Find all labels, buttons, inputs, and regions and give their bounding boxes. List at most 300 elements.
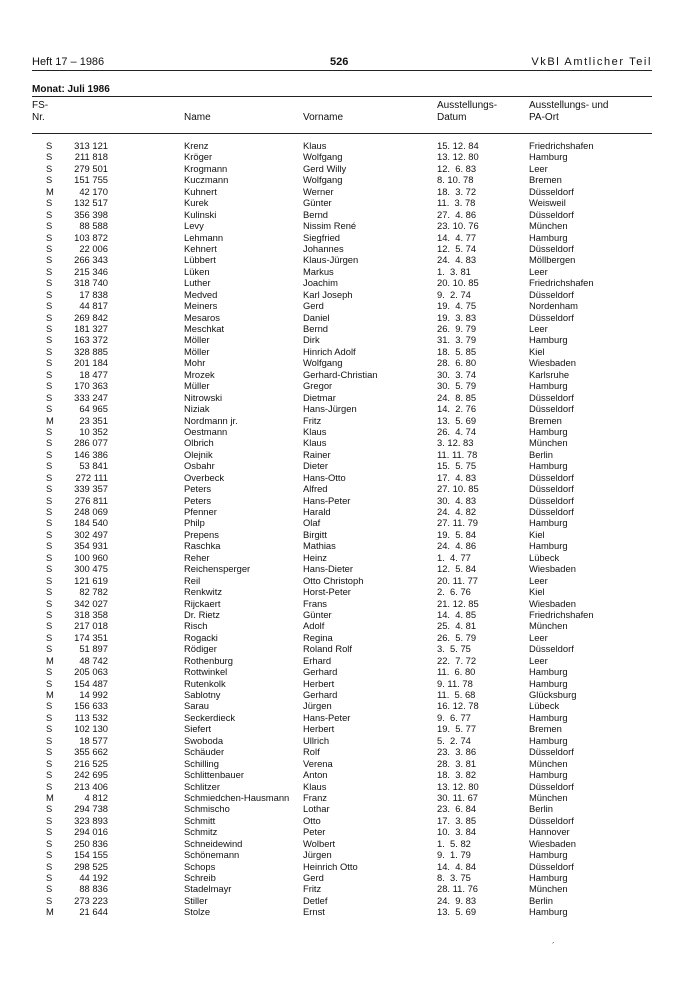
row-number: 272 111	[75, 471, 108, 483]
row-vorname: Werner	[303, 185, 334, 197]
row-vorname: Hans-Otto	[303, 471, 346, 483]
row-type: M	[46, 185, 54, 197]
table-row	[32, 758, 652, 769]
row-name: Mesaros	[184, 311, 220, 323]
row-date: 19. 4. 75	[437, 300, 477, 312]
row-date: 9. 11. 78	[437, 677, 473, 689]
row-name: Lüken	[184, 265, 210, 277]
row-name: Seckerdieck	[184, 711, 236, 723]
row-ort: München	[529, 883, 568, 895]
row-type: S	[46, 162, 53, 174]
row-vorname: Lothar	[303, 803, 330, 815]
table-row	[32, 277, 652, 288]
row-name: Möller	[184, 345, 210, 357]
row-ort: Bremen	[529, 723, 562, 735]
stray-mark: ´	[552, 941, 555, 951]
col-ort-line2: PA-Ort	[529, 112, 559, 123]
row-type: S	[46, 608, 53, 620]
row-vorname: Dirk	[303, 334, 320, 346]
row-name: Siefert	[184, 723, 212, 735]
row-type: S	[46, 437, 53, 449]
row-date: 14. 2. 76	[437, 403, 477, 415]
month-heading: Monat: Juli 1986	[32, 84, 110, 95]
row-type: S	[46, 471, 53, 483]
row-number: 18 577	[79, 734, 108, 746]
row-date: 22. 7. 72	[437, 654, 477, 666]
row-type: S	[46, 197, 53, 209]
row-vorname: Horst-Peter	[303, 586, 351, 598]
row-date: 8. 10. 78	[437, 174, 474, 186]
row-name: Osbahr	[184, 460, 215, 472]
row-type: S	[46, 311, 53, 323]
row-number: 298 525	[74, 860, 108, 872]
table-row	[32, 861, 652, 872]
row-vorname: Gerhard-Christian	[303, 368, 378, 380]
table-row	[32, 735, 652, 746]
row-date: 19. 5. 77	[437, 723, 477, 735]
table-row	[32, 895, 652, 906]
row-vorname: Daniel	[303, 311, 330, 323]
table-row	[32, 838, 652, 849]
row-vorname: Mathias	[303, 540, 336, 552]
table-row	[32, 403, 652, 414]
row-vorname: Hans-Peter	[303, 494, 351, 506]
row-number: 170 363	[74, 380, 108, 392]
col-fs-line1: FS-	[32, 100, 49, 111]
row-name: Levy	[184, 220, 204, 232]
table-row	[32, 906, 652, 917]
row-name: Prepens	[184, 528, 219, 540]
row-ort: Weisweil	[529, 197, 566, 209]
row-date: 2. 6. 76	[437, 586, 471, 598]
row-type: S	[46, 711, 53, 723]
row-number: 276 811	[74, 494, 108, 506]
row-type: S	[46, 837, 53, 849]
row-ort: Leer	[529, 574, 548, 586]
row-number: 328 885	[74, 345, 108, 357]
row-date: 12. 5. 74	[437, 242, 477, 254]
row-ort: München	[529, 791, 568, 803]
row-type: S	[46, 380, 53, 392]
row-date: 25. 4. 81	[437, 620, 477, 632]
row-vorname: Detlef	[303, 894, 328, 906]
row-name: Reichensperger	[184, 563, 251, 575]
col-ort	[529, 100, 609, 124]
row-type: S	[46, 860, 53, 872]
row-number: 294 016	[74, 826, 108, 838]
row-ort: Düsseldorf	[529, 403, 574, 415]
row-vorname: Joachim	[303, 277, 338, 289]
table-row	[32, 483, 652, 494]
row-date: 11. 6. 80	[437, 666, 476, 678]
row-date: 8. 3. 75	[437, 872, 471, 883]
row-name: Medved	[184, 288, 218, 300]
row-type: S	[46, 574, 53, 586]
table-row	[32, 563, 652, 574]
row-vorname: Jürgen	[303, 700, 332, 712]
col-ort-line1: Ausstellungs- und	[529, 100, 609, 111]
row-ort: Wiesbaden	[529, 837, 576, 849]
row-number: 213 406	[74, 780, 108, 792]
row-vorname: Gregor	[303, 380, 333, 392]
row-vorname: Nissim René	[303, 220, 357, 232]
table-row	[32, 300, 652, 311]
row-number: 339 357	[74, 483, 108, 495]
row-name: Lübbert	[184, 254, 216, 266]
row-date: 12. 5. 84	[437, 563, 477, 575]
row-ort: Wiesbaden	[529, 597, 576, 609]
row-date: 12. 6. 83	[437, 162, 477, 174]
table-row	[32, 781, 652, 792]
row-number: 333 247	[74, 391, 108, 403]
col-date	[437, 100, 497, 124]
row-name: Kehnert	[184, 242, 217, 254]
row-ort: Leer	[529, 631, 548, 643]
row-type: S	[46, 872, 53, 883]
row-name: Kröger	[184, 151, 213, 163]
row-number: 17 838	[79, 288, 108, 300]
row-date: 11. 11. 78	[437, 448, 478, 460]
row-vorname: Heinz	[303, 551, 327, 563]
row-number: 217 018	[74, 620, 108, 632]
table-row	[32, 174, 652, 185]
row-vorname: Johannes	[303, 242, 344, 254]
row-vorname: Fritz	[303, 414, 322, 426]
row-ort: Wiesbaden	[529, 563, 576, 575]
row-number: 22 006	[79, 242, 108, 254]
row-number: 273 223	[74, 894, 108, 906]
row-vorname: Markus	[303, 265, 334, 277]
row-date: 13. 5. 69	[437, 414, 477, 426]
header-rule	[32, 70, 652, 71]
row-name: Kuczmann	[184, 174, 229, 186]
row-date: 26. 9. 79	[437, 323, 477, 334]
row-type: M	[46, 906, 54, 918]
row-type: S	[46, 757, 53, 769]
row-ort: Hamburg	[529, 734, 568, 746]
table-row	[32, 369, 652, 380]
row-ort: Berlin	[529, 803, 553, 815]
row-vorname: Klaus	[303, 425, 327, 437]
row-number: 44 817	[79, 300, 108, 312]
row-date: 13. 12. 80	[437, 151, 479, 163]
row-ort: Kiel	[529, 528, 545, 540]
row-name: Olbrich	[184, 437, 214, 449]
row-ort: Düsseldorf	[529, 814, 574, 826]
row-ort: Leer	[529, 265, 548, 277]
row-date: 1. 4. 77	[437, 551, 471, 563]
row-vorname: Franz	[303, 791, 327, 803]
row-vorname: Harald	[303, 506, 331, 517]
table-row	[32, 392, 652, 403]
table-row	[32, 209, 652, 220]
table-row	[32, 803, 652, 814]
row-date: 27. 10. 85	[437, 483, 479, 495]
table-row	[32, 872, 652, 883]
row-type: S	[46, 723, 53, 735]
row-date: 9. 6. 77	[437, 711, 471, 723]
row-number: 342 027	[74, 597, 108, 609]
row-ort: München	[529, 220, 568, 232]
row-date: 30. 5. 79	[437, 380, 477, 392]
row-name: Olejnik	[184, 448, 213, 460]
table-row	[32, 700, 652, 711]
col-fs-nr	[32, 100, 48, 124]
row-ort: Hamburg	[529, 151, 568, 163]
row-number: 23 351	[79, 414, 108, 426]
table-row	[32, 151, 652, 162]
row-vorname: Frans	[303, 597, 327, 609]
col-fs-line2: Nr.	[32, 112, 45, 123]
row-name: Renkwitz	[184, 586, 223, 598]
row-name: Nordmann jr.	[184, 414, 238, 426]
row-number: 102 130	[74, 723, 108, 735]
table-row	[32, 140, 652, 151]
row-vorname: Roland Rolf	[303, 643, 352, 655]
row-date: 5. 2. 74	[437, 734, 471, 746]
row-name: Rottwinkel	[184, 666, 228, 678]
row-type: S	[46, 300, 53, 312]
row-name: Niziak	[184, 403, 210, 415]
row-type: S	[46, 677, 53, 689]
row-name: Peters	[184, 494, 212, 506]
row-number: 174 351	[74, 631, 108, 643]
row-name: Schilling	[184, 757, 219, 769]
row-number: 51 897	[79, 643, 108, 655]
row-ort: Glücksburg	[529, 689, 577, 700]
row-vorname: Adolf	[303, 620, 325, 632]
table-body	[32, 140, 652, 918]
row-vorname: Wolfgang	[303, 357, 343, 369]
row-vorname: Hans-Peter	[303, 711, 351, 723]
row-type: S	[46, 174, 53, 186]
table-row	[32, 334, 652, 345]
row-vorname: Rolf	[303, 746, 320, 758]
row-vorname: Klaus	[303, 780, 327, 792]
col-name: Name	[184, 112, 211, 123]
row-ort: Hamburg	[529, 666, 568, 678]
row-date: 9. 1. 79	[437, 849, 471, 861]
row-name: Kurek	[184, 197, 209, 209]
row-type: S	[46, 483, 53, 495]
row-vorname: Wolfgang	[303, 151, 343, 163]
row-vorname: Erhard	[303, 654, 332, 666]
row-vorname: Günter	[303, 197, 332, 209]
row-vorname: Otto	[303, 814, 321, 826]
row-vorname: Klaus	[303, 140, 327, 151]
row-name: Luther	[184, 277, 211, 289]
row-ort: Düsseldorf	[529, 780, 574, 792]
row-name: Oestmann	[184, 425, 228, 437]
row-date: 11. 3. 78	[437, 197, 476, 209]
row-date: 31. 3. 79	[437, 334, 477, 346]
row-type: S	[46, 506, 53, 517]
row-name: Schmiedchen-Hausmann	[184, 791, 290, 803]
row-number: 354 931	[74, 540, 108, 552]
row-type: S	[46, 357, 53, 369]
table-row	[32, 357, 652, 368]
row-number: 313 121	[74, 140, 108, 151]
row-date: 21. 12. 85	[437, 597, 479, 609]
row-date: 23. 3. 86	[437, 746, 477, 758]
row-type: M	[46, 689, 54, 700]
row-name: Schlitzer	[184, 780, 220, 792]
row-vorname: Hinrich Adolf	[303, 345, 356, 357]
row-name: Raschka	[184, 540, 221, 552]
row-number: 205 063	[74, 666, 108, 678]
row-date: 24. 4. 82	[437, 506, 477, 517]
row-date: 27. 11. 79	[437, 517, 479, 529]
row-name: Peters	[184, 483, 212, 495]
row-type: S	[46, 563, 53, 575]
row-date: 23. 10. 76	[437, 220, 479, 232]
row-name: Schlittenbauer	[184, 769, 244, 781]
row-vorname: Alfred	[303, 483, 328, 495]
row-date: 1. 5. 82	[437, 837, 471, 849]
table-row	[32, 197, 652, 208]
row-name: Kuhnert	[184, 185, 217, 197]
row-vorname: Ernst	[303, 906, 325, 918]
row-name: Stadelmayr	[184, 883, 232, 895]
row-ort: Friedrichshafen	[529, 277, 594, 289]
row-number: 121 619	[74, 574, 108, 586]
row-type: S	[46, 391, 53, 403]
table-row	[32, 346, 652, 357]
row-ort: Hamburg	[529, 849, 568, 861]
table-row	[32, 495, 652, 506]
row-date: 15. 5. 75	[437, 460, 477, 472]
table-row	[32, 529, 652, 540]
row-type: S	[46, 597, 53, 609]
row-vorname: Peter	[303, 826, 326, 838]
row-name: Krenz	[184, 140, 209, 151]
table-row	[32, 769, 652, 780]
row-name: Reil	[184, 574, 201, 586]
row-date: 17. 3. 85	[437, 814, 477, 826]
row-date: 16. 12. 78	[437, 700, 479, 712]
table-row	[32, 678, 652, 689]
publication-title: VkBl Amtlicher Teil	[531, 56, 652, 68]
row-number: 88 836	[79, 883, 108, 895]
row-date: 24. 4. 86	[437, 540, 477, 552]
row-number: 53 841	[79, 460, 108, 472]
row-ort: Düsseldorf	[529, 494, 574, 506]
row-ort: Hamburg	[529, 872, 568, 883]
row-name: Stiller	[184, 894, 208, 906]
row-vorname: Bernd	[303, 208, 329, 220]
row-vorname: Gerd	[303, 872, 324, 883]
row-type: S	[46, 643, 53, 655]
row-ort: Hamburg	[529, 711, 568, 723]
row-number: 286 077	[74, 437, 108, 449]
row-type: S	[46, 769, 53, 781]
table-row	[32, 415, 652, 426]
table-row	[32, 426, 652, 437]
row-type: M	[46, 654, 54, 666]
table-row	[32, 506, 652, 517]
row-type: S	[46, 631, 53, 643]
row-number: 216 525	[74, 757, 108, 769]
row-date: 14. 4. 85	[437, 608, 477, 620]
row-type: M	[46, 791, 54, 803]
row-name: Rogacki	[184, 631, 218, 643]
table-row	[32, 254, 652, 265]
row-date: 24. 9. 83	[437, 894, 477, 906]
row-vorname: Rainer	[303, 448, 331, 460]
row-ort: Hamburg	[529, 380, 568, 392]
row-type: S	[46, 220, 53, 232]
row-ort: Leer	[529, 654, 548, 666]
row-number: 154 155	[74, 849, 108, 861]
page-header	[32, 56, 652, 70]
row-number: 64 965	[79, 403, 108, 415]
row-number: 242 695	[74, 769, 108, 781]
row-number: 181 327	[74, 323, 108, 334]
row-type: S	[46, 334, 53, 346]
row-type: S	[46, 265, 53, 277]
table-row	[32, 289, 652, 300]
row-ort: Kiel	[529, 345, 545, 357]
row-ort: Düsseldorf	[529, 471, 574, 483]
row-name: Meiners	[184, 300, 218, 312]
table-row	[32, 666, 652, 677]
row-number: 10 352	[79, 425, 108, 437]
row-ort: Düsseldorf	[529, 643, 574, 655]
row-date: 26. 5. 79	[437, 631, 477, 643]
row-number: 323 893	[74, 814, 108, 826]
table-row	[32, 598, 652, 609]
row-date: 19. 3. 83	[437, 311, 477, 323]
row-ort: München	[529, 757, 568, 769]
row-vorname: Verena	[303, 757, 333, 769]
row-vorname: Otto Christoph	[303, 574, 364, 586]
row-number: 215 346	[74, 265, 108, 277]
row-type: S	[46, 666, 53, 678]
row-type: S	[46, 620, 53, 632]
table-row	[32, 517, 652, 528]
row-ort: Düsseldorf	[529, 746, 574, 758]
row-name: Rutenkolk	[184, 677, 226, 689]
row-date: 30. 11. 67	[437, 791, 479, 803]
table-row	[32, 266, 652, 277]
row-type: S	[46, 277, 53, 289]
row-type: M	[46, 414, 54, 426]
row-type: S	[46, 780, 53, 792]
row-number: 302 497	[74, 528, 108, 540]
row-date: 14. 4. 77	[437, 231, 477, 243]
table-top-rule	[32, 96, 652, 97]
row-ort: Friedrichshafen	[529, 140, 594, 151]
row-vorname: Gerd	[303, 300, 324, 312]
row-name: Schreib	[184, 872, 216, 883]
row-number: 146 386	[74, 448, 108, 460]
row-ort: Hamburg	[529, 677, 568, 689]
row-type: S	[46, 448, 53, 460]
row-date: 24. 4. 83	[437, 254, 477, 266]
row-vorname: Dietmar	[303, 391, 336, 403]
row-ort: Hamburg	[529, 425, 568, 437]
row-number: 318 740	[74, 277, 108, 289]
table-row	[32, 540, 652, 551]
row-ort: Wiesbaden	[529, 357, 576, 369]
row-ort: Bremen	[529, 174, 562, 186]
row-number: 355 662	[74, 746, 108, 758]
row-ort: Hamburg	[529, 517, 568, 529]
row-vorname: Gerhard	[303, 689, 338, 700]
row-name: Schäuder	[184, 746, 225, 758]
row-type: S	[46, 814, 53, 826]
row-name: Schneidewind	[184, 837, 243, 849]
